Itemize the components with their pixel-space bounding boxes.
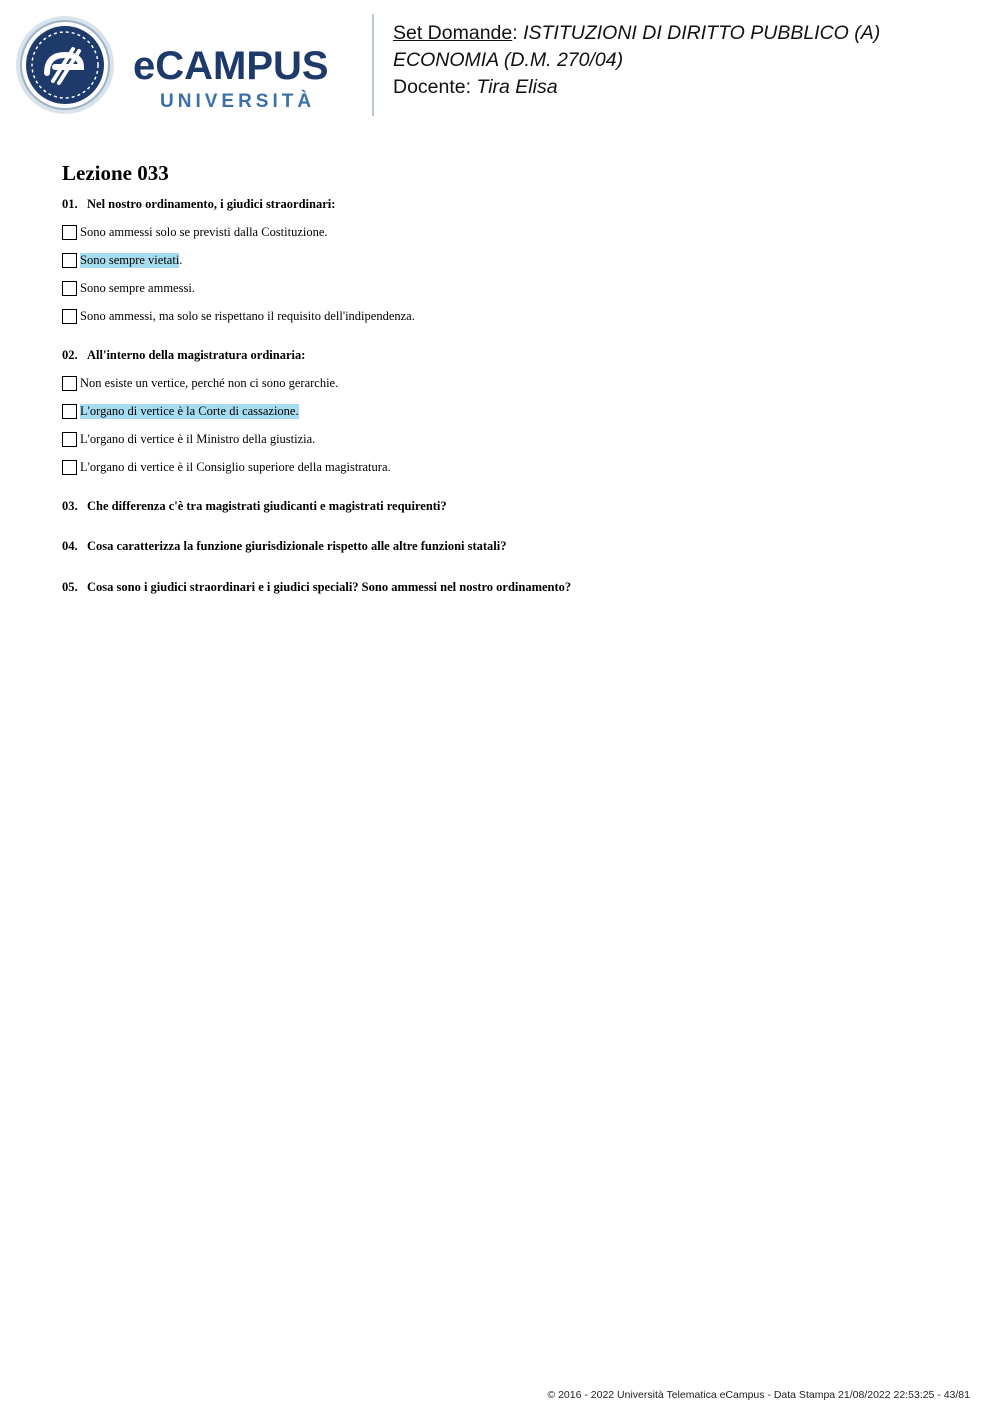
answer-text-highlighted: Sono sempre vietati: [80, 252, 180, 267]
course-header: [393, 20, 993, 101]
question-04: [62, 539, 507, 554]
answer-text-suffix: .: [179, 252, 183, 267]
logo-wordmark: eCAMPUS: [133, 44, 329, 88]
question-02: [62, 348, 305, 363]
question-number: 03.: [62, 499, 78, 513]
answer-option[interactable]: [62, 375, 338, 391]
answer-option[interactable]: [62, 459, 391, 475]
answer-text: L'organo di vertice è il Ministro della giustizia.: [80, 431, 316, 446]
answer-checkbox[interactable]: [62, 281, 77, 296]
logo-subtitle: UNIVERSITÀ: [160, 91, 316, 112]
question-text: Cosa sono i giudici straordinari e i giudici speciali? Sono ammessi nel nostro ordinamento?: [87, 580, 572, 594]
question-number: 02.: [62, 348, 78, 362]
course-name-line2: ECONOMIA (D.M. 270/04): [393, 49, 624, 71]
question-05: [62, 580, 571, 595]
answer-option[interactable]: [62, 431, 315, 447]
ecampus-logo: [15, 15, 360, 115]
course-name-line1: ISTITUZIONI DI DIRITTO PUBBLICO (A): [523, 22, 881, 44]
header-divider: [372, 14, 374, 116]
answer-option-highlighted[interactable]: [62, 252, 182, 268]
lesson-title: Lezione 033: [62, 161, 169, 185]
question-text: Nel nostro ordinamento, i giudici straordinari:: [87, 197, 336, 211]
question-text: Cosa caratterizza la funzione giurisdizionale rispetto alle altre funzioni statali?: [87, 539, 507, 553]
answer-checkbox[interactable]: [62, 253, 77, 268]
teacher-name: Tira Elisa: [476, 76, 558, 98]
answer-checkbox[interactable]: [62, 225, 77, 240]
answer-checkbox[interactable]: [62, 376, 77, 391]
answer-checkbox[interactable]: [62, 404, 77, 419]
answer-checkbox[interactable]: [62, 432, 77, 447]
answer-option[interactable]: [62, 280, 195, 296]
answer-checkbox[interactable]: [62, 460, 77, 475]
answer-text-highlighted: L'organo di vertice è la Corte di cassazione.: [80, 403, 299, 418]
question-text: Che differenza c'è tra magistrati giudicanti e magistrati requirenti?: [87, 499, 447, 513]
answer-text: Non esiste un vertice, perché non ci sono gerarchie.: [80, 375, 339, 390]
answer-option-highlighted[interactable]: [62, 403, 299, 419]
set-separator: :: [512, 22, 524, 44]
question-number: 01.: [62, 197, 78, 211]
answer-checkbox[interactable]: [62, 309, 77, 324]
teacher-label: Docente:: [393, 76, 477, 98]
answer-text: Sono sempre ammessi.: [80, 280, 195, 295]
page-footer: © 2016 - 2022 Università Telematica eCampus - Data Stampa 21/08/2022 22:53:25 - 43/81: [547, 1389, 970, 1401]
answer-text: Sono ammessi, ma solo se rispettano il requisito dell'indipendenza.: [80, 308, 415, 323]
question-03: [62, 499, 447, 514]
answer-option[interactable]: [62, 224, 328, 240]
question-number: 05.: [62, 580, 78, 594]
question-01: [62, 197, 335, 212]
answer-text: Sono ammessi solo se previsti dalla Costituzione.: [80, 224, 328, 239]
question-text: All'interno della magistratura ordinaria:: [87, 348, 306, 362]
question-number: 04.: [62, 539, 78, 553]
set-domande-label: Set Domande: [393, 22, 513, 44]
answer-option[interactable]: [62, 308, 415, 324]
answer-text: L'organo di vertice è il Consiglio superiore della magistratura.: [80, 459, 391, 474]
